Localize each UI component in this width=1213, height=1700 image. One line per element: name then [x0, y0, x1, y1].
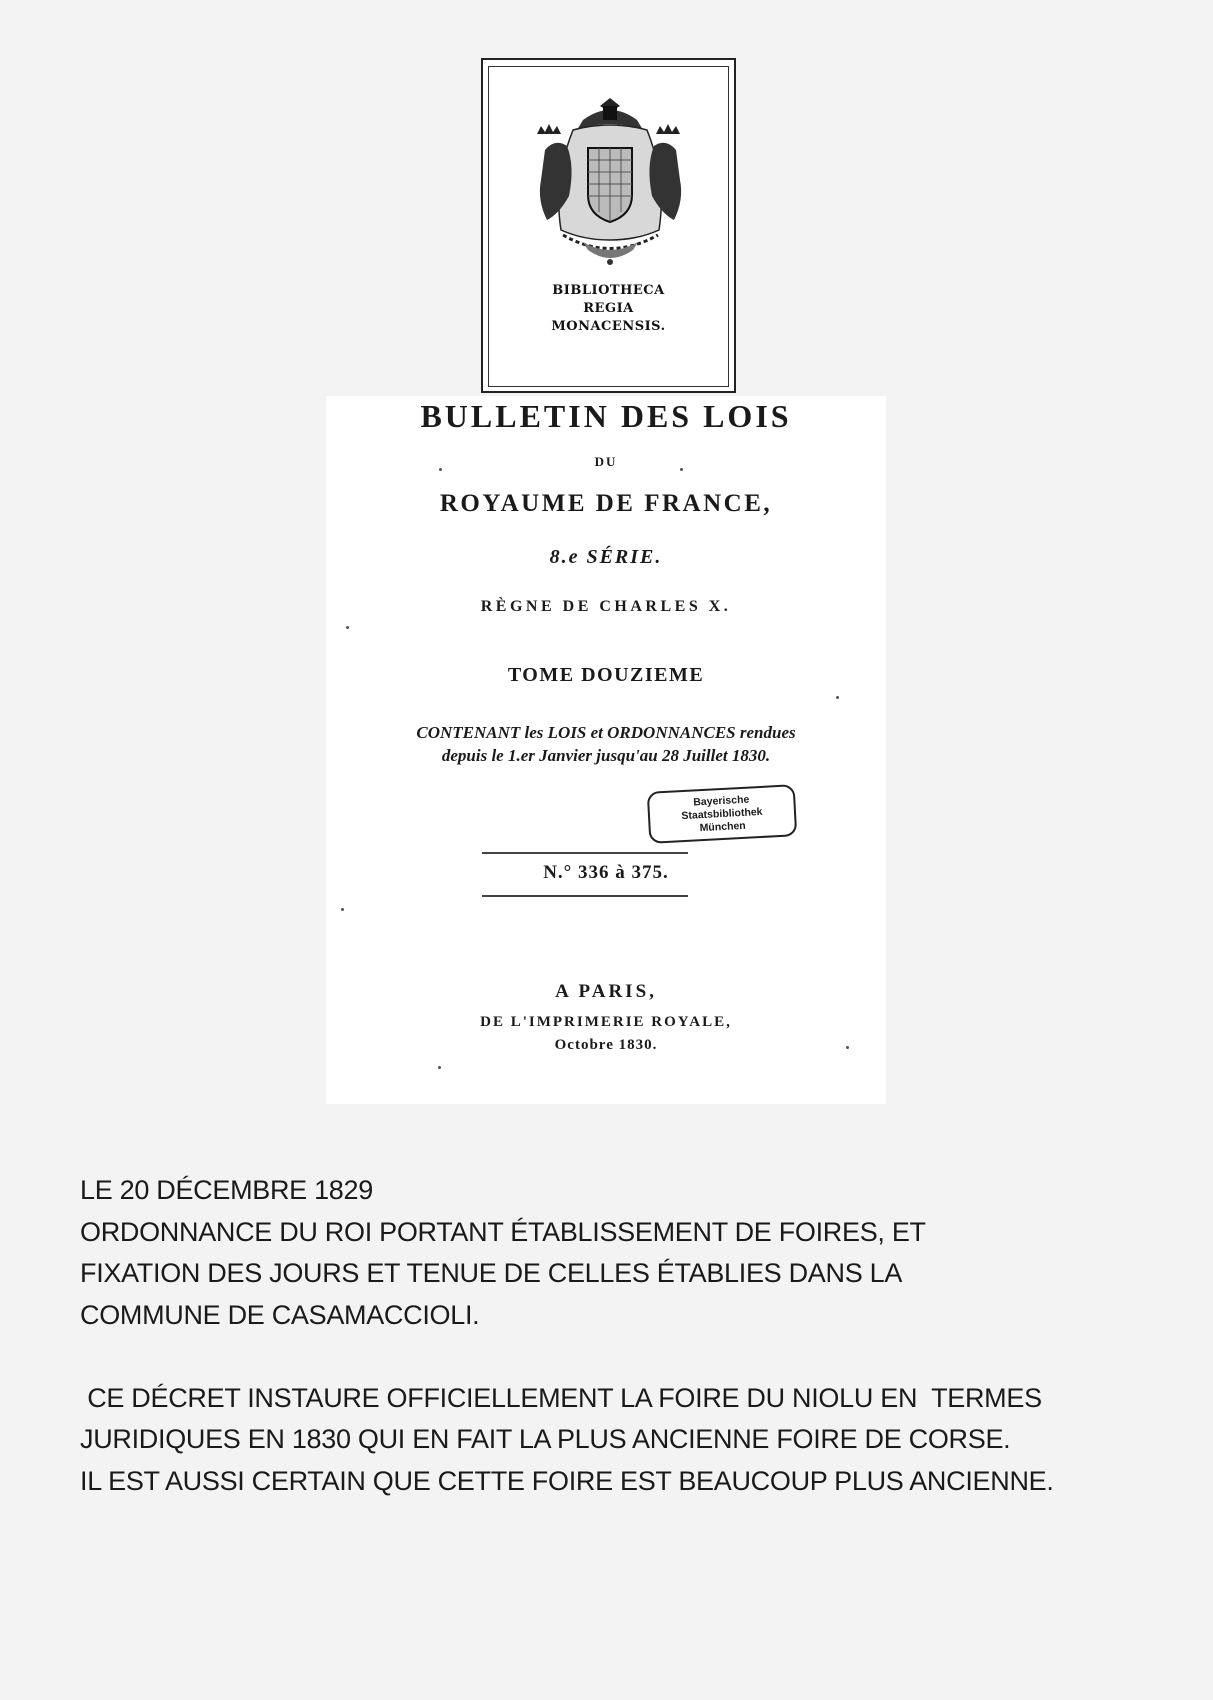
printer-label: DE L'IMPRIMERIE ROYALE,: [480, 1014, 732, 1030]
speck: [346, 626, 349, 629]
paragraph-gap: [80, 1336, 1190, 1378]
caption-line-5: CE DÉCRET INSTAURE OFFICIELLEMENT LA FOIRE DU NIOLU EN TERMES: [80, 1382, 1042, 1413]
caption-line-6: JURIDIQUES EN 1830 QUI EN FAIT LA PLUS ANCIENNE FOIRE DE CORSE.: [80, 1424, 1011, 1454]
speck: [846, 1046, 849, 1049]
stamp-line-3: München: [699, 819, 747, 835]
caption-date: LE 20 DÉCEMBRE 1829: [80, 1175, 373, 1205]
issue-numbers: N.° 336 à 375.: [543, 862, 669, 883]
tome-label: TOME DOUZIEME: [507, 664, 705, 686]
caption-line-2: ORDONNANCE DU ROI PORTANT ÉTABLISSEMENT DE FOIRES, ET: [80, 1216, 926, 1247]
publication-date: Octobre 1830.: [554, 1037, 658, 1053]
stamp-line-2: Staatsbibliothek: [681, 805, 763, 823]
bookplate-line-1: BIBLIOTHECA: [552, 283, 665, 298]
caption-line-4: COMMUNE DE CASAMACCIOLI.: [80, 1299, 480, 1330]
speck: [836, 696, 839, 699]
bookplate-line-3: MONACENSIS.: [551, 319, 666, 334]
speck: [438, 1066, 441, 1069]
royal-coat-of-arms-icon: [523, 90, 698, 275]
caption-line-3: FIXATION DES JOURS ET TENUE DE CELLES ÉTABLIES DANS LA: [80, 1258, 903, 1288]
contents-line-1: CONTENANT les LOIS et ORDONNANCES rendues: [416, 723, 796, 742]
divider-bottom: [482, 895, 688, 897]
caption-line-7: IL EST AUSSI CERTAIN QUE CETTE FOIRE EST BEAUCOUP PLUS ANCIENNE.: [80, 1465, 1054, 1496]
contents-description: [326, 721, 886, 767]
library-stamp: [647, 784, 798, 844]
series-label: 8.e SÉRIE.: [549, 546, 663, 568]
bulletin-title: BULLETIN DES LOIS: [420, 398, 792, 434]
kingdom-label: ROYAUME DE FRANCE,: [439, 490, 773, 517]
stamp-line-1: Bayerische: [693, 793, 750, 809]
contents-line-2: depuis le 1.er Janvier jusqu'au 28 Juillet 1830.: [441, 746, 771, 765]
city-label: A PARIS,: [555, 981, 657, 1002]
title-page-scan: [326, 396, 886, 1104]
reign-label: RÈGNE DE CHARLES X.: [480, 598, 732, 615]
bookplate: [481, 58, 736, 393]
bookplate-line-2: REGIA: [583, 301, 634, 316]
du-label: DU: [594, 454, 618, 469]
divider-top: [482, 852, 688, 854]
speck: [680, 468, 683, 471]
caption-text: [80, 1170, 1190, 1502]
bookplate-inscription: [483, 282, 734, 336]
speck: [439, 468, 442, 471]
speck: [341, 908, 344, 911]
